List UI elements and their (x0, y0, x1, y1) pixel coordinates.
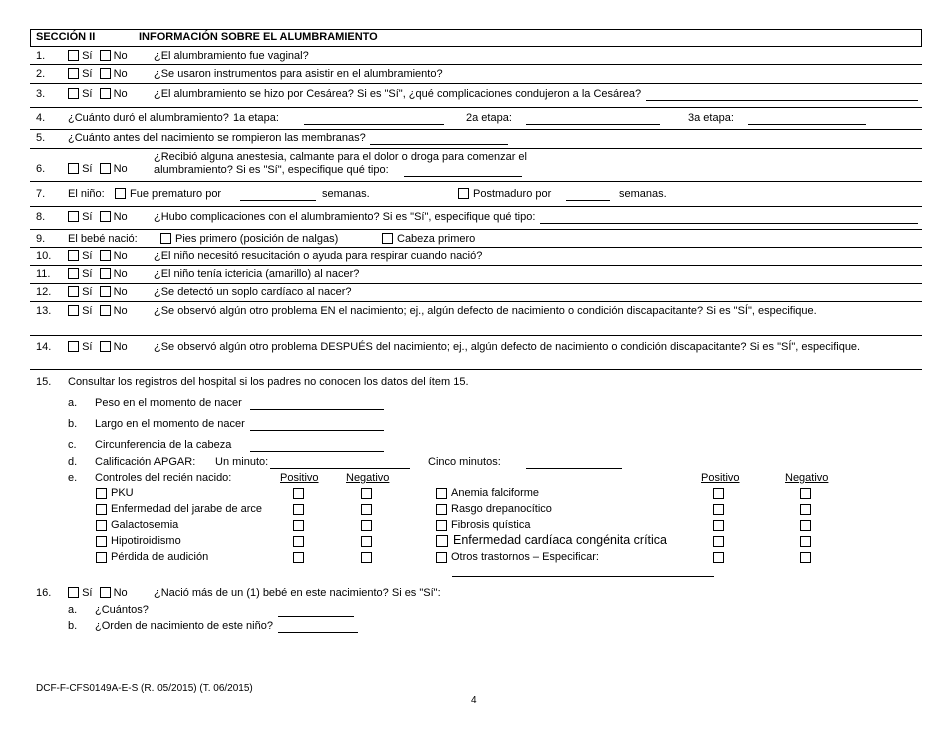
hypothyroidism-positive-checkbox[interactable] (293, 536, 304, 547)
cystic-fibrosis-positive-checkbox[interactable] (713, 520, 724, 531)
msud-positive-checkbox[interactable] (293, 504, 304, 515)
item-number-12: 12. (36, 286, 52, 298)
item-number-11: 11. (36, 268, 51, 280)
row-divider (30, 247, 922, 248)
head-circ-label: Circunferencia de la cabeza (95, 439, 232, 451)
row-divider (30, 229, 922, 230)
other-disorders-checkbox[interactable] (436, 552, 447, 563)
premature-checkbox[interactable] (115, 188, 126, 199)
question-11: ¿El niño tenía ictericia (amarillo) al nacer? (154, 268, 360, 280)
yes-no-10 (68, 250, 128, 262)
msud-negative-checkbox[interactable] (361, 504, 372, 515)
no-label: No (113, 211, 128, 223)
positive-header-left: Positivo (280, 472, 319, 484)
yes-no-6 (68, 163, 128, 175)
answer-line-3[interactable] (646, 100, 918, 101)
yes-label: Sí (82, 68, 93, 80)
row-divider (30, 64, 922, 65)
sub-e: e. (68, 472, 78, 484)
question-4: ¿Cuánto duró el alumbramiento? (68, 112, 229, 124)
no-checkbox-2[interactable] (100, 68, 111, 79)
birth-order-label: ¿Orden de nacimiento de este niño? (95, 620, 273, 632)
row-divider (30, 335, 922, 336)
yes-no-12 (68, 286, 128, 298)
yes-checkbox-16[interactable] (68, 587, 79, 598)
row-divider (30, 129, 922, 130)
birth-length-field[interactable] (250, 430, 384, 431)
row-divider (30, 369, 922, 370)
stage-2-label: 2a etapa: (466, 112, 512, 124)
birth-weight-field[interactable] (250, 409, 384, 410)
item-number-5: 5. (36, 132, 46, 144)
galactosemia-checkbox[interactable] (96, 520, 107, 531)
no-label: No (113, 50, 128, 62)
yes-label: Sí (82, 50, 93, 62)
header-right-border (921, 29, 922, 46)
item-number-4: 4. (36, 112, 46, 124)
cystic-fibrosis-checkbox[interactable] (436, 520, 447, 531)
other-positive-checkbox[interactable] (713, 552, 724, 563)
answer-line-6[interactable] (404, 176, 522, 177)
no-checkbox-12[interactable] (100, 286, 111, 297)
how-many-field[interactable] (278, 616, 354, 617)
hearing-loss-checkbox[interactable] (96, 552, 107, 563)
screen-left-item: PKU (111, 487, 134, 499)
question-1: ¿El alumbramiento fue vaginal? (154, 50, 309, 62)
item-number-10: 10. (36, 250, 52, 262)
apgar-one-minute-field[interactable] (270, 468, 410, 469)
cchd-checkbox[interactable] (436, 535, 448, 547)
item-number-6: 6. (36, 163, 46, 175)
sub-b-16: b. (68, 620, 78, 632)
row-divider (30, 283, 922, 284)
no-checkbox-1[interactable] (100, 50, 111, 61)
screen-left-item: Pérdida de audición (111, 551, 209, 563)
head-circ-field[interactable] (250, 451, 384, 452)
hypothyroidism-negative-checkbox[interactable] (361, 536, 372, 547)
question-16: ¿Nació más de un (1) bebé en este nacimiento? Si es "Sí": (154, 587, 441, 599)
head-first-checkbox[interactable] (382, 233, 393, 244)
postmature-label: Postmaduro por (473, 188, 552, 200)
newborn-screening-label: Controles del recién nacido: (95, 472, 232, 484)
item-number-1: 1. (36, 50, 46, 62)
question-13: ¿Se observó algún otro problema EN el nacimiento; ej., algún defecto de nacimiento o condición discapacitante? Si es "SÍ", especifique. (154, 305, 817, 317)
question-8: ¿Hubo complicaciones con el alumbramiento? Si es "Sí", especifique qué tipo: (154, 211, 536, 223)
yes-no-16 (68, 587, 128, 599)
yes-checkbox-11[interactable] (68, 268, 79, 279)
yes-checkbox-12[interactable] (68, 286, 79, 297)
yes-no-11 (68, 268, 128, 280)
stage-1-field[interactable] (304, 124, 444, 125)
galactosemia-positive-checkbox[interactable] (293, 520, 304, 531)
yes-label: Sí (82, 286, 93, 298)
no-checkbox-8[interactable] (100, 211, 111, 222)
question-5: ¿Cuánto antes del nacimiento se rompieron las membranas? (68, 132, 366, 144)
head-first-label: Cabeza primero (397, 233, 476, 245)
yes-label: Sí (82, 211, 93, 223)
yes-no-14 (68, 341, 128, 353)
weeks-label-1: semanas. (322, 188, 370, 200)
yes-checkbox-10[interactable] (68, 250, 79, 261)
screen-right-item: Fibrosis quística (451, 519, 531, 531)
pku-negative-checkbox[interactable] (361, 488, 372, 499)
no-label: No (113, 163, 128, 175)
question-7-child: El niño: (68, 188, 105, 200)
apgar-five-minutes-label: Cinco minutos: (428, 456, 501, 468)
pku-positive-checkbox[interactable] (293, 488, 304, 499)
row-divider (30, 107, 922, 108)
item-number-15: 15. (36, 376, 52, 388)
yes-checkbox-6[interactable] (68, 163, 79, 174)
question-3: ¿El alumbramiento se hizo por Cesárea? Si es "Sí", ¿qué complicaciones condujeron a la Cesárea? (154, 88, 642, 100)
hearing-loss-negative-checkbox[interactable] (361, 552, 372, 563)
item-number-3: 3. (36, 88, 46, 100)
question-6-line-1: ¿Recibió alguna anestesia, calmante para el dolor o droga para comenzar el (154, 151, 527, 163)
no-checkbox-13[interactable] (100, 305, 111, 316)
stage-2-field[interactable] (526, 124, 660, 125)
no-checkbox-14[interactable] (100, 341, 111, 352)
cchd-positive-checkbox[interactable] (713, 536, 724, 547)
item-number-8: 8. (36, 211, 46, 223)
yes-label: Sí (82, 268, 93, 280)
sickle-cell-checkbox[interactable] (436, 488, 447, 499)
question-6-line-2: alumbramiento? Si es "Sí", especifique qué tipo: (154, 164, 389, 176)
yes-label: Sí (82, 587, 93, 599)
hearing-loss-positive-checkbox[interactable] (293, 552, 304, 563)
section-label: SECCIÓN II (36, 31, 96, 43)
yes-checkbox-3[interactable] (68, 88, 79, 99)
sub-b: b. (68, 418, 78, 430)
no-label: No (113, 305, 128, 317)
sub-d: d. (68, 456, 78, 468)
yes-label: Sí (82, 341, 93, 353)
apgar-one-minute-label: Un minuto: (215, 456, 269, 468)
yes-label: Sí (82, 88, 93, 100)
no-label: No (113, 88, 128, 100)
yes-no-2 (68, 68, 128, 80)
question-12: ¿Se detectó un soplo cardíaco al nacer? (154, 286, 352, 298)
yes-label: Sí (82, 250, 93, 262)
cchd-negative-checkbox[interactable] (800, 536, 811, 547)
yes-no-3 (68, 88, 128, 100)
item-number-14: 14. (36, 341, 52, 353)
screen-right-item: Anemia falciforme (451, 487, 540, 499)
answer-line-5[interactable] (370, 144, 508, 145)
question-10: ¿El niño necesitó resucitación o ayuda para respirar cuando nació? (154, 250, 483, 262)
stage-1-label: 1a etapa: (233, 112, 279, 124)
screen-left-item: Enfermedad del jarabe de arce (111, 503, 263, 515)
yes-checkbox-2[interactable] (68, 68, 79, 79)
positive-header-right: Positivo (701, 472, 740, 484)
no-label: No (113, 286, 128, 298)
cystic-fibrosis-negative-checkbox[interactable] (800, 520, 811, 531)
sub-a-16: a. (68, 604, 78, 616)
how-many-label: ¿Cuántos? (95, 604, 149, 616)
no-label: No (113, 341, 128, 353)
no-label: No (113, 68, 128, 80)
question-14: ¿Se observó algún otro problema DESPUÉS del nacimiento; ej., algún defecto de nacimiento o condición discapacitante? Si es "SÍ", especifique. (154, 341, 861, 353)
no-checkbox-3[interactable] (100, 88, 111, 99)
negative-header-left: Negativo (346, 472, 390, 484)
stage-3-label: 3a etapa: (688, 112, 734, 124)
question-2: ¿Se usaron instrumentos para asistir en el alumbramiento? (154, 68, 443, 80)
premature-label: Fue prematuro por (130, 188, 222, 200)
birth-weight-label: Peso en el momento de nacer (95, 397, 242, 409)
yes-checkbox-1[interactable] (68, 50, 79, 61)
postmature-checkbox[interactable] (458, 188, 469, 199)
no-checkbox-6[interactable] (100, 163, 111, 174)
other-negative-checkbox[interactable] (800, 552, 811, 563)
no-checkbox-16[interactable] (100, 587, 111, 598)
page-number: 4 (471, 695, 477, 706)
form-id: DCF-F-CFS0149A-E-S (R. 05/2015) (T. 06/2015) (36, 683, 253, 694)
item-number-7: 7. (36, 188, 46, 200)
question-15: Consultar los registros del hospital si los padres no conocen los datos del ítem 15. (68, 376, 469, 388)
row-divider (30, 301, 922, 302)
item-number-16: 16. (36, 587, 52, 599)
negative-header-right: Negativo (785, 472, 829, 484)
question-9: El bebé nació: (68, 233, 138, 245)
yes-no-8 (68, 211, 128, 223)
sub-c: c. (68, 439, 77, 451)
screen-right-item: Otros trastornos – Especificar: (451, 551, 599, 563)
sickle-cell-negative-checkbox[interactable] (800, 488, 811, 499)
sickle-trait-checkbox[interactable] (436, 504, 447, 515)
yes-checkbox-14[interactable] (68, 341, 79, 352)
screen-right-item: Enfermedad cardíaca congénita crítica (453, 533, 668, 547)
yes-label: Sí (82, 305, 93, 317)
yes-checkbox-13[interactable] (68, 305, 79, 316)
birth-order-field[interactable] (278, 632, 358, 633)
sickle-cell-positive-checkbox[interactable] (713, 488, 724, 499)
item-number-13: 13. (36, 305, 52, 317)
row-divider (30, 83, 922, 84)
screen-left-item: Hipotiroidismo (111, 535, 181, 547)
no-label: No (113, 587, 128, 599)
screen-left-item: Galactosemia (111, 519, 179, 531)
yes-label: Sí (82, 163, 93, 175)
screen-right-item: Rasgo drepanocítico (451, 503, 552, 515)
row-divider (30, 265, 922, 266)
apgar-five-minutes-field[interactable] (526, 468, 622, 469)
no-checkbox-10[interactable] (100, 250, 111, 261)
sickle-trait-positive-checkbox[interactable] (713, 504, 724, 515)
row-divider (30, 181, 922, 182)
section-title: INFORMACIÓN SOBRE EL ALUMBRAMIENTO (139, 31, 378, 43)
row-divider (30, 206, 922, 207)
hypothyroidism-checkbox[interactable] (96, 536, 107, 547)
apgar-label: Calificación APGAR: (95, 456, 196, 468)
msud-checkbox[interactable] (96, 504, 107, 515)
yes-checkbox-8[interactable] (68, 211, 79, 222)
answer-line-8[interactable] (540, 223, 918, 224)
row-divider (30, 46, 922, 47)
yes-no-13 (68, 305, 128, 317)
no-label: No (113, 268, 128, 280)
no-checkbox-11[interactable] (100, 268, 111, 279)
yes-no-1 (68, 50, 128, 62)
feet-first-label: Pies primero (posición de nalgas) (175, 233, 339, 245)
premature-weeks-field[interactable] (240, 200, 316, 201)
postmature-weeks-field[interactable] (566, 200, 610, 201)
other-disorders-field[interactable] (452, 576, 714, 577)
no-label: No (113, 250, 128, 262)
header-left-border (30, 29, 31, 46)
pku-checkbox[interactable] (96, 488, 107, 499)
sickle-trait-negative-checkbox[interactable] (800, 504, 811, 515)
feet-first-checkbox[interactable] (160, 233, 171, 244)
weeks-label-2: semanas. (619, 188, 667, 200)
galactosemia-negative-checkbox[interactable] (361, 520, 372, 531)
item-number-9: 9. (36, 233, 46, 245)
birth-length-label: Largo en el momento de nacer (95, 418, 245, 430)
sub-a: a. (68, 397, 78, 409)
top-border (30, 29, 922, 30)
stage-3-field[interactable] (748, 124, 866, 125)
item-number-2: 2. (36, 68, 46, 80)
row-divider (30, 148, 922, 149)
